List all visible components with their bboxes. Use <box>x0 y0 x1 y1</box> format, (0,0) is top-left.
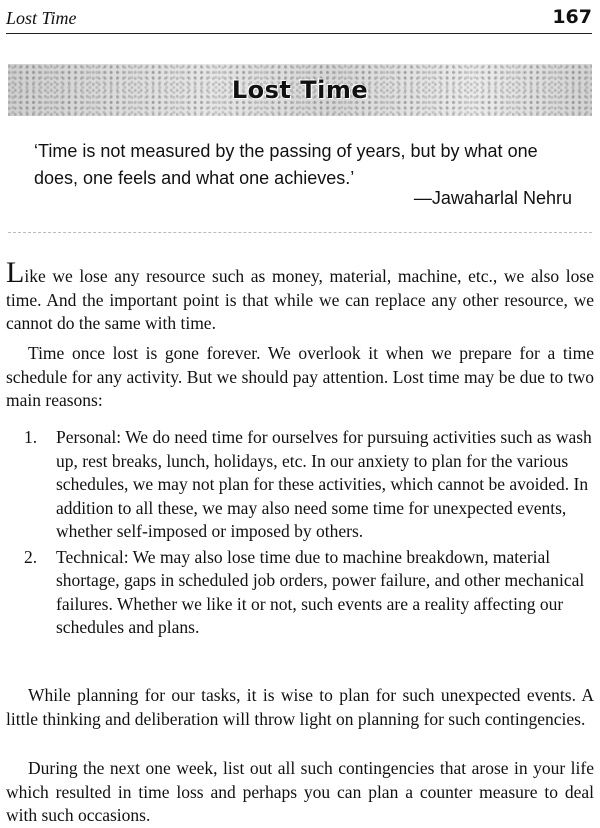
page-number: 167 <box>552 6 592 28</box>
section-divider <box>8 232 592 233</box>
epigraph-author: —Jawaharlal Nehru <box>413 188 572 208</box>
list-item-number: 1. <box>24 427 38 447</box>
list-item <box>24 546 594 640</box>
chapter-title: Lost Time <box>231 76 369 104</box>
list-item-text: Personal: We do need time for ourselves for pursuing activities such as wash up, rest breaks, lunch, holidays, etc. In our anxiety to plan for the various schedules, we may not plan for these activities, which cannot be avoided. In addition to all these, we may also need some time for unexpected events, whether self-imposed or imposed by others. <box>56 427 592 541</box>
chapter-banner <box>8 64 592 116</box>
header-rule <box>6 33 592 34</box>
drop-cap: L <box>6 256 25 289</box>
epigraph-quote: ‘Time is not measured by the passing of years, but by what one does, one feels and what one achieves.’ <box>34 141 538 188</box>
paragraph-1-text: ike we lose any resource such as money, material, machine, etc., we also lose time. And the important point is that while we can replace any other resource, we cannot do the same with time. <box>6 266 594 333</box>
paragraph-4: During the next one week, list out all such contingencies that arose in your life which resulted in time loss and perhaps you can plan a counter measure to deal with such occasions. <box>6 758 594 825</box>
paragraph-1 <box>6 256 594 336</box>
paragraph-3: While planning for our tasks, it is wise to plan for such unexpected events. A little thinking and deliberation will throw light on planning for such contingencies. <box>6 685 594 729</box>
running-title: Lost Time <box>6 8 77 28</box>
paragraph-2: Time once lost is gone forever. We overlook it when we prepare for a time schedule for any activity. But we should pay attention. Lost time may be due to two main reasons: <box>6 343 594 410</box>
page-header <box>6 6 592 32</box>
list-item <box>24 426 594 544</box>
reasons-list <box>24 426 594 640</box>
list-item-number: 2. <box>24 546 38 567</box>
list-item-text: Technical: We may also lose time due to machine breakdown, material shortage, gaps in scheduled job orders, power failure, and other mechanical failures. Whether we like it or not, such events are a reality affecting our schedules and plans. <box>56 546 585 637</box>
